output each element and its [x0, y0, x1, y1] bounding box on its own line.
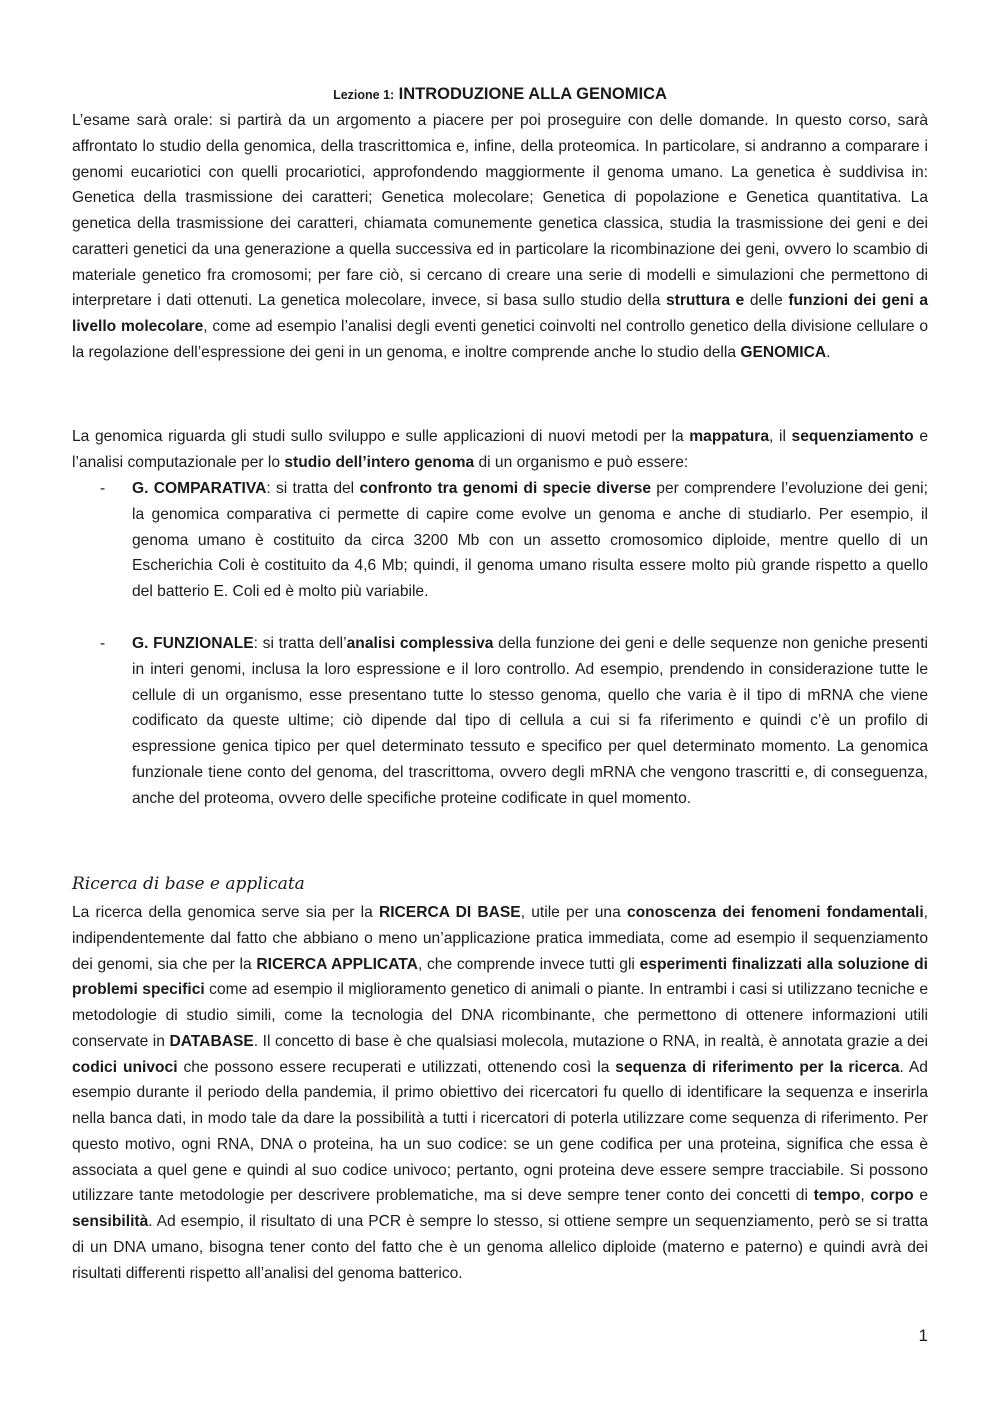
lesson-label: Lezione 1:	[333, 88, 395, 102]
bold-run: sequenziamento	[791, 428, 914, 445]
bold-run: funzioni dei geni a livello molecolare	[72, 292, 928, 335]
bold-run: conoscenza dei fenomeni fondamentali	[626, 904, 924, 921]
text-run: per comprendere l’evoluzione dei geni; la genomica comparativa ci permette di capire come evolve un genoma e anche di studiarlo. Per esempio, il genoma umano è costituito da circa 3200 Mb con un assetto cromosomico diploide, mentre quello di un Escherichia Coli è costituito da 4,6 Mb; quindi, il genoma umano risulta essere molto più grande rispetto a quello del batterio E. Coli ed è molto più variabile.	[132, 480, 928, 600]
bold-run: struttura e	[665, 292, 745, 310]
bold-run: corpo	[870, 1187, 914, 1205]
bold-run: G. FUNZIONALE	[132, 635, 254, 652]
text-run: che possono essere recuperati e utilizzati, ottenendo così la	[177, 1058, 616, 1076]
lesson-title	[0, 84, 1000, 105]
bold-run: RICERCA DI BASE	[378, 904, 521, 921]
text-run: e l’analisi computazionale per lo	[72, 428, 928, 471]
lesson-main-title: INTRODUZIONE ALLA GENOMICA	[398, 85, 667, 103]
text-run: , che comprende invece tutti gli	[417, 955, 640, 973]
bold-run: DATABASE	[169, 1032, 254, 1050]
bold-run: RICERCA APPLICATA	[256, 955, 418, 973]
list-item-text	[132, 476, 928, 605]
genomics-paragraph	[72, 424, 928, 476]
bold-run: mappatura	[689, 428, 770, 445]
text-run: della funzione dei geni e delle sequenze non geniche presenti in interi genomi, inclusa la loro espressione e il loro controllo. Ad esempio, prendendo in considerazione tutte le cellule di un organismo, esse presentano tutte lo stesso genoma, quello che varia è il tipo di mRNA che viene codificato da queste ultime; ciò dipende dal tipo di cellula a cui si fa riferimento e quindi c’è un profilo di espressione genica tipico per quel determinato tessuto e specifico per quel determinato momento. La genomica funzionale tiene conto del genoma, del trascrittoma, ovvero degli mRNA che vengono trascritti e, di conseguenza, anche del proteoma, ovvero delle specifiche proteine codificate in quel momento.	[132, 635, 929, 807]
text-run: come ad esempio il miglioramento genetico di animali o piante. In entrambi i casi si utilizzano tecniche e metodologie di studio simili, come la tecnologia del DNA ricombinante, che permettono di ottenere informazioni utili conservate in	[72, 981, 928, 1050]
bold-run: sensibilità	[72, 1213, 149, 1230]
bold-run: GENOMICA	[740, 343, 827, 361]
list-bullet: -	[100, 635, 106, 652]
list-bullet: -	[100, 480, 106, 497]
text-run: . Ad esempio, il risultato di una PCR è sempre lo stesso, si ottiene sempre un sequenziamento, però se si tratta di un DNA umano, bisogna tener conto del fatto che è un genoma allelico diploide (materno e paterno) e quindi avrà dei risultati differenti rispetto all’analisi del genoma batterico.	[72, 1213, 928, 1282]
research-paragraph	[72, 900, 928, 1286]
bold-run: codici univoci	[72, 1058, 178, 1076]
text-run: : si tratta dell’	[253, 635, 347, 652]
text-run: e	[913, 1187, 928, 1205]
text-run: .	[826, 343, 831, 361]
section-heading: Ricerca di base e applicata	[72, 874, 305, 894]
text-run: La ricerca della genomica serve sia per la	[72, 904, 379, 921]
text-run: La genomica riguarda gli studi sullo sviluppo e sulle applicazioni di nuovi metodi per la	[72, 428, 690, 445]
bold-run: confronto tra genomi di specie diverse	[359, 480, 652, 497]
text-run: , come ad esempio l’analisi degli eventi genetici coinvolti nel controllo genetico della divisione cellulare o la regolazione dell’espressione dei geni in un genoma, e inoltre comprende anche lo studio della	[72, 318, 928, 361]
bold-run: esperimenti finalizzati alla soluzione di problemi specifici	[72, 955, 929, 999]
list-item-text	[132, 631, 928, 811]
page-number: 1	[918, 1326, 928, 1345]
text-run: . Ad esempio durante il periodo della pandemia, il primo obiettivo dei ricercatori fu quello di identificare la sequenza e inserirla nella banca dati, in modo tale da dare la possibilità a tutti i ricercatori di poterla utilizzare come sequenza di riferimento. Per questo motivo, ogni RNA, DNA o proteina, ha un suo codice: se un gene codifica per una proteina, significa che essa è associata a quel gene e quindi al suo codice univoco; pertanto, ogni proteina deve essere sempre tracciabile. Si possono utilizzare tante metodologie per descrivere problematiche, ma si deve sempre tener conto dei concetti di	[72, 1058, 928, 1205]
text-run: , utile per una	[520, 904, 627, 921]
bold-run: G. COMPARATIVA	[132, 480, 267, 497]
intro-paragraph	[72, 108, 928, 366]
text-run: . Il concetto di base è che qualsiasi molecola, mutazione o RNA, in realtà, è annotata grazie a dei	[253, 1032, 928, 1050]
bold-run: studio dell’intero genoma	[284, 453, 475, 471]
text-run: , indipendentemente dal fatto che abbiano o meno un’applicazione pratica immediata, come ad esempio il sequenziamento dei genomi, sia che per la	[72, 904, 929, 973]
text-run: L’esame sarà orale: si partirà da un argomento a piacere per poi proseguire con delle domande. In questo corso, sarà affrontato lo studio della genomica, della trascrittomica e, infine, della proteomica. In particolare, si andranno a comparare i genomi eucariotici con quelli procariotici, approfondendo maggiormente il genoma umano. La genetica è suddivisa in: Genetica della trasmissione dei caratteri; Genetica molecolare; Genetica di popolazione e Genetica quantitativa. La genetica della trasmissione dei caratteri, chiamata comunemente genetica classica, studia la trasmissione dei geni e dei caratteri genetici da una generazione a quella successiva ed in particolare la ricombinazione dei geni, ovvero lo scambio di materiale genetico fra cromosomi; per fare ciò, si cercano di creare una serie di modelli e simulazioni che permettono di interpretare i dati ottenuti. La genetica molecolare, invece, si basa sullo studio della	[72, 112, 928, 310]
text-run: delle	[744, 292, 789, 310]
text-run: ,	[860, 1187, 871, 1205]
bold-run: tempo	[813, 1187, 861, 1205]
bold-run: analisi complessiva	[346, 635, 494, 652]
text-run: : si tratta del	[266, 480, 360, 497]
text-run: di un organismo e può essere:	[474, 453, 689, 471]
text-run: , il	[769, 428, 792, 445]
bold-run: sequenza di riferimento per la ricerca	[615, 1058, 900, 1076]
